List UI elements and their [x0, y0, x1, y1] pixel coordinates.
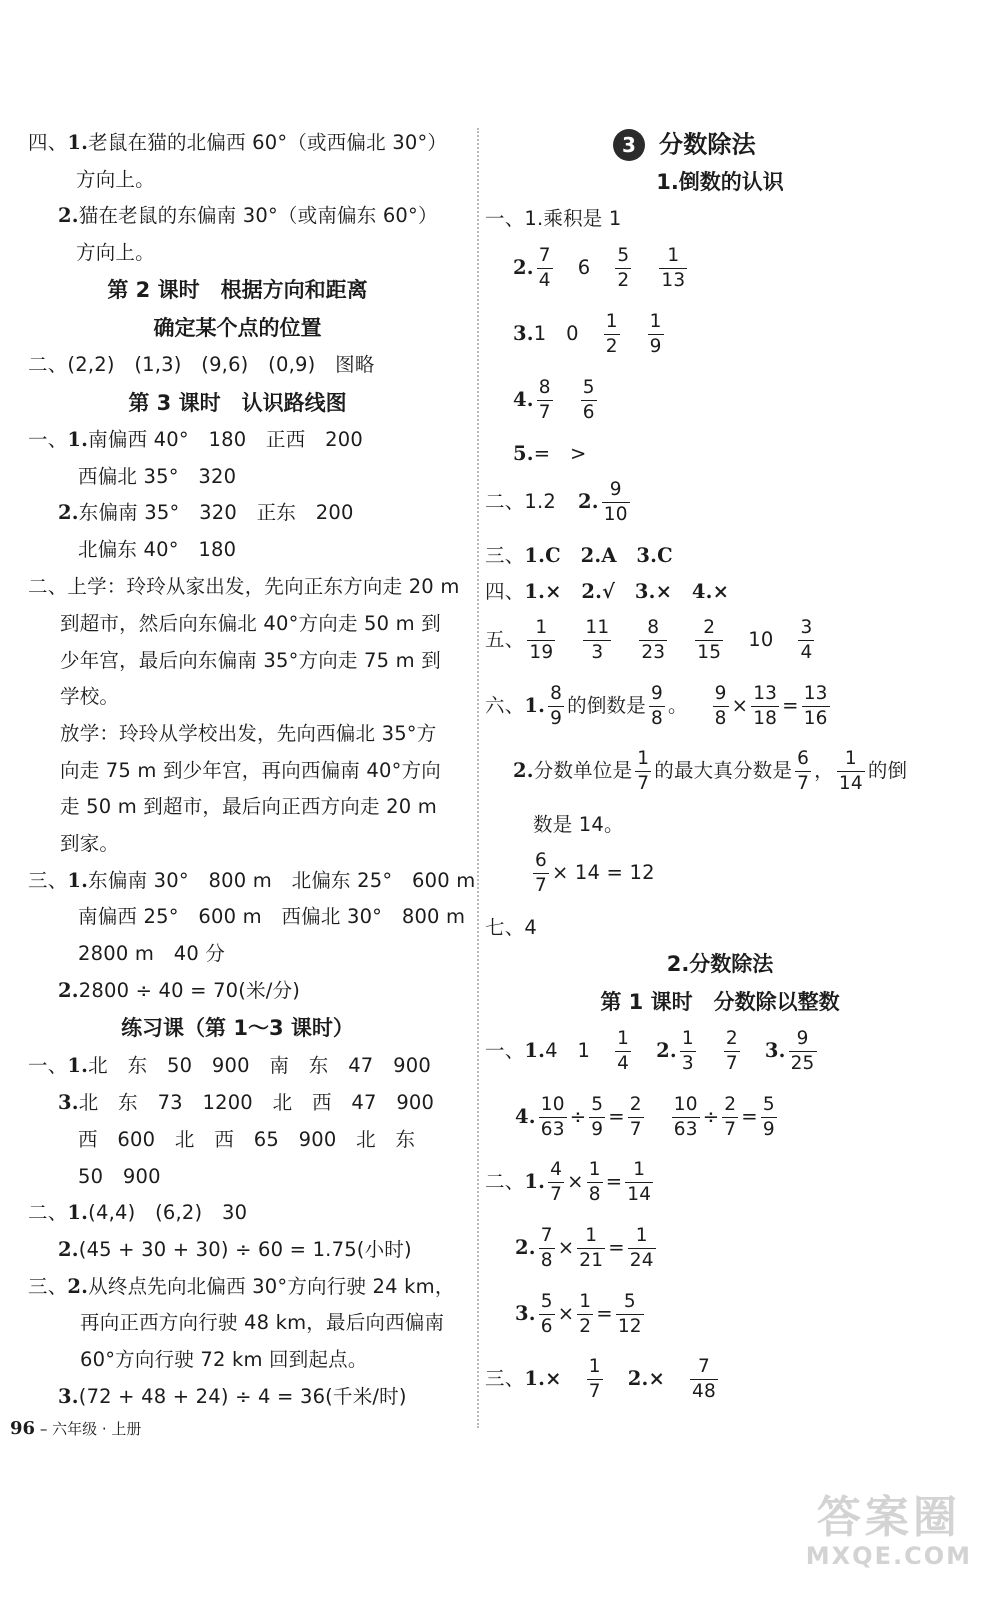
denominator: 7 [797, 773, 810, 794]
lesson-title: 确定某个点的位置 [153, 316, 322, 340]
numerator: 1 [577, 1224, 605, 1249]
denominator: 4 [538, 270, 551, 291]
answer-text: 2800 m 40 分 [78, 942, 226, 965]
section-num: 六、 [485, 694, 525, 717]
sec2-s1-q4 [515, 1093, 780, 1142]
question-num: 2. [513, 256, 534, 279]
denominator: 6 [540, 1316, 553, 1337]
question-num: 2. [656, 1039, 677, 1062]
numerator: 1 [635, 747, 651, 772]
numerator: 1 [837, 747, 865, 772]
question-num: 2. [58, 979, 79, 1002]
section-num: 五、 [485, 628, 525, 651]
answer-text: 东偏南 30° 800 m 北偏东 25° 600 m [88, 869, 476, 892]
numerator: 13 [751, 682, 779, 707]
sec1-s6-q2 [513, 747, 907, 796]
question-num: 1. [67, 131, 89, 154]
numerator: 2 [695, 616, 723, 641]
numerator: 1 [587, 1158, 603, 1183]
fraction [802, 682, 830, 731]
sec1-s6-q2-calc [530, 849, 655, 898]
answer-text: 到超市，然后向东偏北 40°方向走 50 m 到 [60, 612, 441, 635]
lesson-title: 练习课（第 1～3 课时） [121, 1016, 354, 1040]
answer-text: 1.2 [524, 490, 557, 513]
numerator: 13 [802, 682, 830, 707]
lesson2-s2 [28, 352, 375, 378]
question-num: 2. [578, 490, 599, 513]
answer-text: 少年宫，最后向东偏南 35°方向走 75 m 到 [60, 649, 441, 672]
denominator: 7 [725, 1053, 738, 1074]
answer-text: (72 + 48 + 24) ÷ 4 = 36(千米/时) [78, 1385, 407, 1408]
numerator: 11 [583, 616, 611, 641]
question-num: 1. [524, 1170, 546, 1193]
fraction [761, 1093, 777, 1142]
chapter-number-badge: 3 [613, 129, 645, 161]
fraction [649, 682, 665, 731]
answer-text: (4,4) (6,2) 30 [88, 1201, 248, 1224]
lesson3-s3-q2 [58, 978, 300, 1004]
fraction [659, 244, 687, 293]
fraction [680, 1027, 696, 1076]
column-divider [477, 128, 479, 1428]
fraction [602, 478, 630, 527]
fraction [587, 1158, 603, 1207]
fraction [583, 616, 611, 665]
left-column [0, 0, 475, 1600]
sec1-s5 [485, 616, 817, 665]
answer-text: (2,2) (1,3) (9,6) (0,9) 图略 [67, 353, 375, 376]
answer-text: 南偏西 40° 180 正西 200 [88, 428, 363, 451]
question-num: 1. [67, 869, 89, 892]
numerator: 4 [548, 1158, 564, 1183]
answer-text: 方向上。 [76, 168, 155, 191]
answer-text: 分数单位是 [533, 759, 633, 782]
answer-text: 1.× 2.√ 3.× 4.× [524, 580, 730, 603]
answer-text: 北 东 50 900 南 东 47 900 [88, 1054, 431, 1077]
section-num: 二、 [485, 490, 525, 513]
operator: ÷ [569, 1105, 587, 1128]
answer-text: 放学：玲玲从学校出发，先向西偏北 35°方 [60, 722, 437, 745]
answer-text: 再向正西方向行驶 48 km，最后向西偏南 [80, 1311, 445, 1334]
answer-text: 1.乘积是 1 [524, 207, 622, 230]
denominator: 21 [579, 1250, 604, 1271]
answer-text: 北偏东 40° 180 [78, 538, 237, 561]
sec1-s1-q2 [513, 244, 690, 293]
fraction [533, 849, 549, 898]
answer-text: ， [814, 759, 834, 782]
denominator: 8 [588, 1184, 601, 1205]
numerator: 1 [604, 310, 620, 335]
practice-s3-q3 [58, 1384, 407, 1410]
operator: × [557, 1236, 575, 1259]
answer-text: 2.× [627, 1367, 665, 1390]
watermark-text: 答案圈 [816, 1492, 961, 1543]
fraction [789, 1027, 817, 1076]
sec2-s1-q1-3 [485, 1027, 820, 1076]
numerator: 2 [722, 1093, 738, 1118]
denominator: 14 [838, 773, 863, 794]
question-num: 3. [515, 1302, 536, 1325]
operator: = [608, 1105, 625, 1128]
question-num: 3. [764, 1039, 786, 1062]
operator: × [731, 694, 749, 717]
answer-text: 50 900 [78, 1165, 161, 1188]
denominator: 7 [550, 1184, 563, 1205]
question-num: 4. [515, 1105, 536, 1128]
fraction [548, 682, 564, 731]
answer-text: 方向上。 [76, 241, 155, 264]
denominator: 13 [661, 270, 686, 291]
answer-text: 1.× [524, 1367, 562, 1390]
question-num: 1. [67, 428, 89, 451]
fraction [628, 1224, 656, 1273]
denominator: 7 [724, 1119, 737, 1140]
operator: = [596, 1302, 613, 1325]
section-title: 2.分数除法 [666, 952, 774, 976]
numerator: 7 [537, 244, 553, 269]
denominator: 6 [582, 402, 595, 423]
denominator: 3 [681, 1053, 694, 1074]
denominator: 7 [629, 1119, 642, 1140]
answer-text: 西 600 北 西 65 900 北 东 [78, 1128, 416, 1151]
section-num: 三、 [28, 1275, 68, 1298]
question-num: 1. [67, 1054, 89, 1077]
answer-text: × 14 = 12 [551, 861, 655, 884]
lesson-title: 第 1 课时 分数除以整数 [600, 990, 840, 1014]
answer-text: 上学：玲玲从家出发，先向正东方向走 20 m [67, 575, 460, 598]
numerator: 10 [672, 1093, 700, 1118]
s4-q2 [58, 203, 438, 229]
numerator: 5 [539, 1290, 555, 1315]
denominator: 19 [529, 642, 554, 663]
fraction [539, 1093, 567, 1142]
lesson-title: 第 2 课时 根据方向和距离 [107, 278, 368, 302]
operator: = [608, 1236, 625, 1259]
numerator: 9 [789, 1027, 817, 1052]
question-num: 3. [513, 322, 534, 345]
numerator: 8 [639, 616, 667, 641]
denominator: 63 [673, 1119, 698, 1140]
fraction [589, 1093, 605, 1142]
answer-text: 到家。 [60, 832, 120, 855]
lesson3-s2 [28, 574, 460, 600]
operator: ÷ [702, 1105, 720, 1128]
numerator: 2 [724, 1027, 740, 1052]
fraction [577, 1290, 593, 1339]
numerator: 6 [533, 849, 549, 874]
denominator: 12 [617, 1316, 642, 1337]
numerator: 5 [589, 1093, 605, 1118]
section-num: 二、 [28, 575, 68, 598]
sec1-s6-q1 [485, 682, 833, 731]
denominator: 4 [617, 1053, 630, 1074]
section-num: 三、 [485, 1367, 525, 1390]
answer-text: 2800 ÷ 40 = 70(米/分) [78, 979, 301, 1002]
fraction [615, 1027, 631, 1076]
sec1-s4 [485, 579, 729, 605]
sec1-s3 [485, 543, 673, 569]
denominator: 14 [627, 1184, 652, 1205]
question-num: 5. [513, 442, 534, 465]
numerator: 8 [537, 376, 553, 401]
answer-text: 10 [748, 628, 774, 651]
denominator: 15 [697, 642, 722, 663]
sec2-s2-q1 [485, 1158, 656, 1207]
s4-q1 [28, 130, 447, 156]
question-num: 3. [58, 1091, 79, 1114]
section-num: 七、 [485, 916, 525, 939]
section-num: 一、 [28, 428, 68, 451]
sec1-s1-q3 [513, 310, 667, 359]
numerator: 8 [548, 682, 564, 707]
fraction [837, 747, 865, 796]
fraction [537, 376, 553, 425]
question-num: 2. [58, 204, 79, 227]
lesson3-s1-q1 [28, 427, 363, 453]
numerator: 1 [659, 244, 687, 269]
question-num: 1. [524, 694, 546, 717]
fraction [695, 616, 723, 665]
sec2-s2-q3 [515, 1290, 647, 1339]
numerator: 1 [648, 310, 664, 335]
denominator: 2 [605, 336, 618, 357]
fraction [539, 1224, 555, 1273]
practice-s1-q3 [58, 1090, 434, 1116]
sec2-s3 [485, 1355, 721, 1404]
footer-dash: – [39, 1420, 48, 1438]
answer-text: 老鼠在猫的北偏西 60°（或西偏北 30°） [88, 131, 448, 154]
denominator: 8 [714, 708, 727, 729]
fraction [539, 1290, 555, 1339]
numerator: 7 [690, 1355, 718, 1380]
fraction [722, 1093, 738, 1142]
denominator: 9 [762, 1119, 775, 1140]
section-num: 三、 [485, 544, 525, 567]
answer-text: 学校。 [60, 685, 120, 708]
answer-text: 从终点先向北偏西 30°方向行驶 24 km， [88, 1275, 455, 1298]
lesson-title: 第 3 课时 认识路线图 [128, 391, 347, 415]
denominator: 18 [753, 708, 778, 729]
denominator: 3 [591, 642, 604, 663]
numerator: 1 [587, 1355, 603, 1380]
watermark-logo [806, 1494, 972, 1570]
section-num: 二、 [28, 1201, 68, 1224]
practice-s3-q2 [28, 1274, 455, 1300]
question-num: 4. [513, 388, 534, 411]
denominator: 8 [540, 1250, 553, 1271]
fraction [635, 747, 651, 796]
fraction [625, 1158, 653, 1207]
question-num: 2. [58, 1238, 79, 1261]
lesson3-s1-q2 [58, 500, 354, 526]
answer-text: 60°方向行驶 72 km 回到起点。 [80, 1348, 368, 1371]
fraction [537, 244, 553, 293]
fraction [577, 1224, 605, 1273]
chapter-title: 分数除法 [659, 130, 756, 159]
fraction [795, 747, 811, 796]
section-num: 一、 [28, 1054, 68, 1077]
denominator: 2 [579, 1316, 592, 1337]
answer-text: 4 [524, 916, 538, 939]
section-num: 四、 [28, 131, 68, 154]
page-footer [10, 1418, 141, 1439]
denominator: 23 [641, 642, 666, 663]
numerator: 1 [577, 1290, 593, 1315]
denominator: 7 [588, 1381, 601, 1402]
denominator: 9 [591, 1119, 604, 1140]
numerator: 2 [628, 1093, 644, 1118]
fraction [604, 310, 620, 359]
section-num: 一、 [485, 1039, 525, 1062]
answer-text: 6 [577, 256, 591, 279]
answer-text: 的最大真分数是 [654, 759, 793, 782]
practice-s2-q2 [58, 1237, 412, 1263]
section-num: 二、 [485, 1170, 525, 1193]
numerator: 9 [649, 682, 665, 707]
denominator: 48 [691, 1381, 716, 1402]
answer-text: 北 东 73 1200 北 西 47 900 [78, 1091, 435, 1114]
answer-text: 。 [667, 694, 688, 717]
denominator: 8 [650, 708, 663, 729]
question-num: 2. [67, 1275, 89, 1298]
answer-text: 的倒数是 [567, 694, 646, 717]
question-num: 2. [513, 759, 534, 782]
denominator: 9 [550, 708, 563, 729]
numerator: 1 [615, 1027, 631, 1052]
sec1-s2 [485, 478, 633, 527]
question-num: 2. [515, 1236, 536, 1259]
operator: = [605, 1170, 623, 1193]
lesson3-s3-q1 [28, 868, 475, 894]
grade-label: 六年级 · 上册 [52, 1420, 142, 1438]
sec1-s1-q1 [485, 206, 622, 232]
numerator: 5 [615, 244, 631, 269]
fraction [587, 1355, 603, 1404]
answer-text: 的倒 [867, 759, 908, 782]
fraction [548, 1158, 564, 1207]
watermark-url: MXQE.COM [805, 1542, 972, 1570]
page-number: 96 [10, 1418, 36, 1439]
fraction [615, 244, 631, 293]
answer-text: 数是 14。 [533, 813, 624, 836]
section-num: 一、 [485, 207, 525, 230]
answer-text: 向走 75 m 到少年宫，再向西偏南 40°方向 [60, 759, 441, 782]
answer-text: 4 1 [545, 1039, 591, 1062]
fraction [581, 376, 597, 425]
fraction [648, 310, 664, 359]
fraction [713, 682, 729, 731]
denominator: 2 [617, 270, 630, 291]
answer-text: (45 + 30 + 30) ÷ 60 = 1.75(小时) [78, 1238, 412, 1261]
denominator: 25 [790, 1053, 815, 1074]
sec1-s1-q4 [513, 376, 600, 425]
numerator: 5 [761, 1093, 777, 1118]
denominator: 16 [803, 708, 828, 729]
answer-text: 走 50 m 到超市，最后向正西方向走 20 m [60, 795, 437, 818]
question-num: 3. [58, 1385, 79, 1408]
answer-text: = > [533, 442, 587, 465]
answer-text: 南偏西 25° 600 m 西偏北 30° 800 m [78, 905, 466, 928]
numerator: 1 [625, 1158, 653, 1183]
numerator: 7 [539, 1224, 555, 1249]
fraction [751, 682, 779, 731]
section-title: 1.倒数的认识 [656, 170, 784, 194]
operator: = [782, 694, 799, 717]
denominator: 9 [649, 336, 662, 357]
numerator: 3 [798, 616, 814, 641]
numerator: 9 [602, 478, 630, 503]
sec1-s7 [485, 915, 537, 941]
question-num: 1. [67, 1201, 89, 1224]
denominator: 4 [800, 642, 813, 663]
practice-s1-q1 [28, 1053, 431, 1079]
denominator: 10 [603, 504, 628, 525]
numerator: 1 [628, 1224, 656, 1249]
fraction [628, 1093, 644, 1142]
chapter-heading [613, 126, 756, 163]
section-num: 二、 [28, 353, 68, 376]
operator: × [567, 1170, 584, 1193]
answer-text: 1 0 [533, 322, 579, 345]
denominator: 7 [637, 773, 650, 794]
denominator: 7 [535, 875, 547, 896]
numerator: 6 [795, 747, 811, 772]
fraction [672, 1093, 700, 1142]
denominator: 63 [540, 1119, 565, 1140]
section-num: 三、 [28, 869, 68, 892]
numerator: 1 [680, 1027, 696, 1052]
operator: = [741, 1105, 758, 1128]
denominator: 24 [629, 1250, 654, 1271]
denominator: 7 [538, 402, 551, 423]
right-column [485, 0, 1000, 1600]
sec2-s2-q2 [515, 1224, 659, 1273]
answer-text: 猫在老鼠的东偏南 30°（或南偏东 60°） [78, 204, 438, 227]
operator: × [557, 1302, 575, 1325]
answer-text: 西偏北 35° 320 [78, 465, 237, 488]
numerator: 5 [616, 1290, 644, 1315]
numerator: 10 [539, 1093, 567, 1118]
fraction [724, 1027, 740, 1076]
answer-text: 1.C 2.A 3.C [524, 544, 673, 567]
section-num: 四、 [485, 580, 525, 603]
practice-s2-q1 [28, 1200, 247, 1226]
numerator: 9 [713, 682, 729, 707]
fraction [527, 616, 555, 665]
sec1-s1-q5 [513, 441, 587, 467]
numerator: 5 [581, 376, 597, 401]
fraction [616, 1290, 644, 1339]
fraction [798, 616, 814, 665]
answer-text: 东偏南 35° 320 正东 200 [78, 501, 354, 524]
question-num: 2. [58, 501, 79, 524]
fraction [639, 616, 667, 665]
numerator: 1 [527, 616, 555, 641]
question-num: 1. [524, 1039, 546, 1062]
fraction [690, 1355, 718, 1404]
